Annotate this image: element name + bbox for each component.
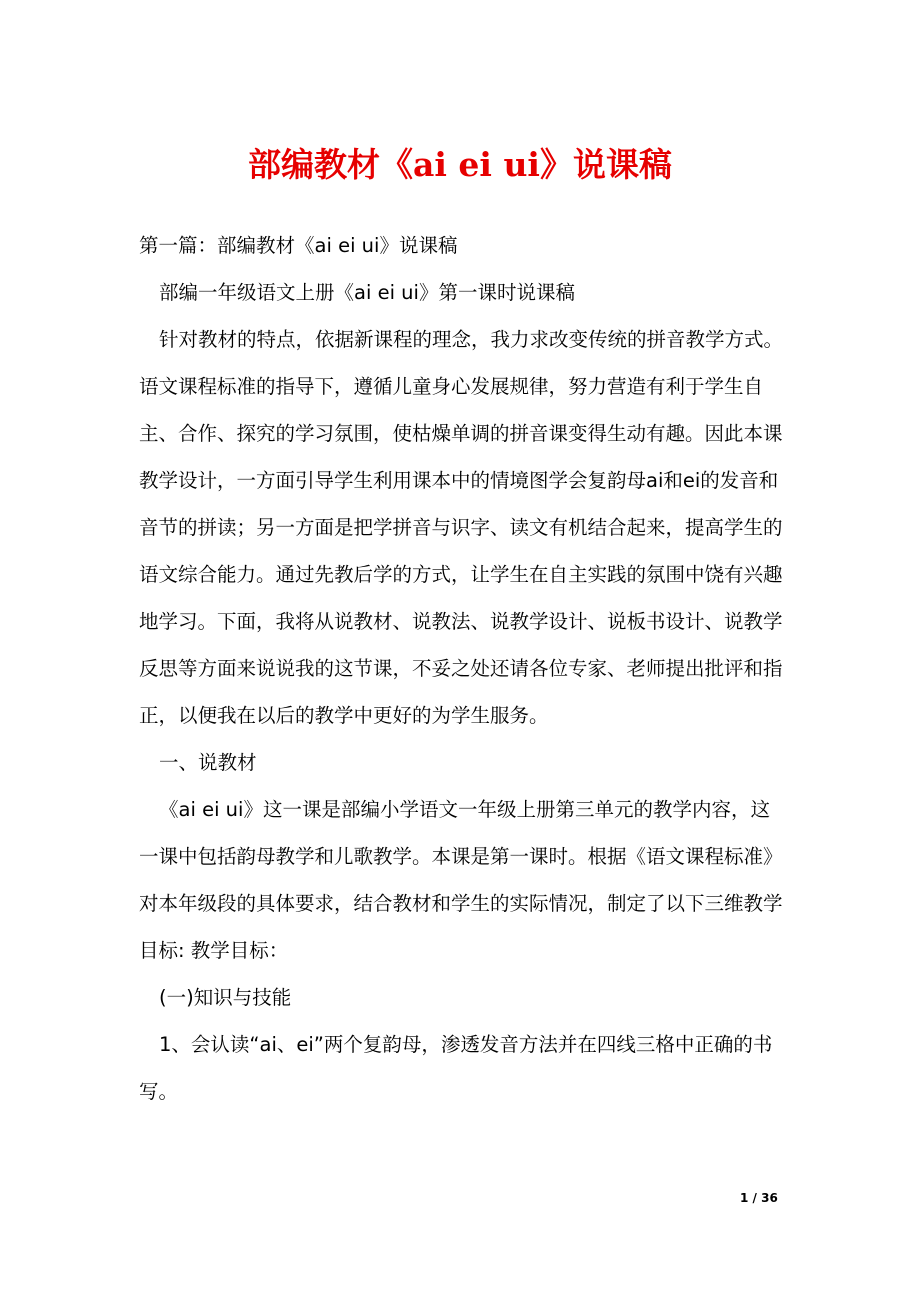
document-title: 部编教材《ai ei ui》说课稿 (248, 145, 672, 184)
knowledge-item-1: 1、会认读“ai、ei”两个复韵母，渗透发音方法并在四线三格中正确的书写。 (139, 1033, 773, 1103)
document-body (139, 222, 789, 1115)
part-one-heading: 一、说教材 (159, 751, 257, 774)
part-one-paragraph: 《ai ei ui》这一课是部编小学语文一年级上册第三单元的教学内容，这一课中包括韵母教学和儿歌教学。本课是第一课时。根据《语文课程标准》对本年级段的具体要求，结合教材和学生的实际情况，制定了以下三维教学目标: 教学目标： (139, 798, 783, 962)
intro-paragraph: 针对教材的特点，依据新课程的理念，我力求改变传统的拼音教学方式。语文课程标准的指导下，遵循儿童身心发展规律，努力营造有利于学生自主、合作、探究的学习氛围，使枯燥单调的拼音课变得生动有趣。因此本课教学设计，一方面引导学生利用课本中的情境图学会复韵母ai和ei的发音和音节的拼读；另一方面是把学拼音与识字、读文有机结合起来，提高学生的语文综合能力。通过先教后学的方式，让学生在自主实践的氛围中饶有兴趣地学习。下面，我将从说教材、说教法、说教学设计、说板书设计、说教学反思等方面来说说我的这节课，不妥之处还请各位专家、老师提出批评和指正，以便我在以后的教学中更好的为学生服务。 (139, 328, 784, 727)
knowledge-heading: (一)知识与技能 (159, 986, 292, 1009)
section-heading: 第一篇：部编教材《ai ei ui》说课稿 (139, 234, 458, 257)
page-number: 1 / 36 (740, 1191, 778, 1205)
lesson-subtitle: 部编一年级语文上册《ai ei ui》第一课时说课稿 (159, 281, 575, 304)
